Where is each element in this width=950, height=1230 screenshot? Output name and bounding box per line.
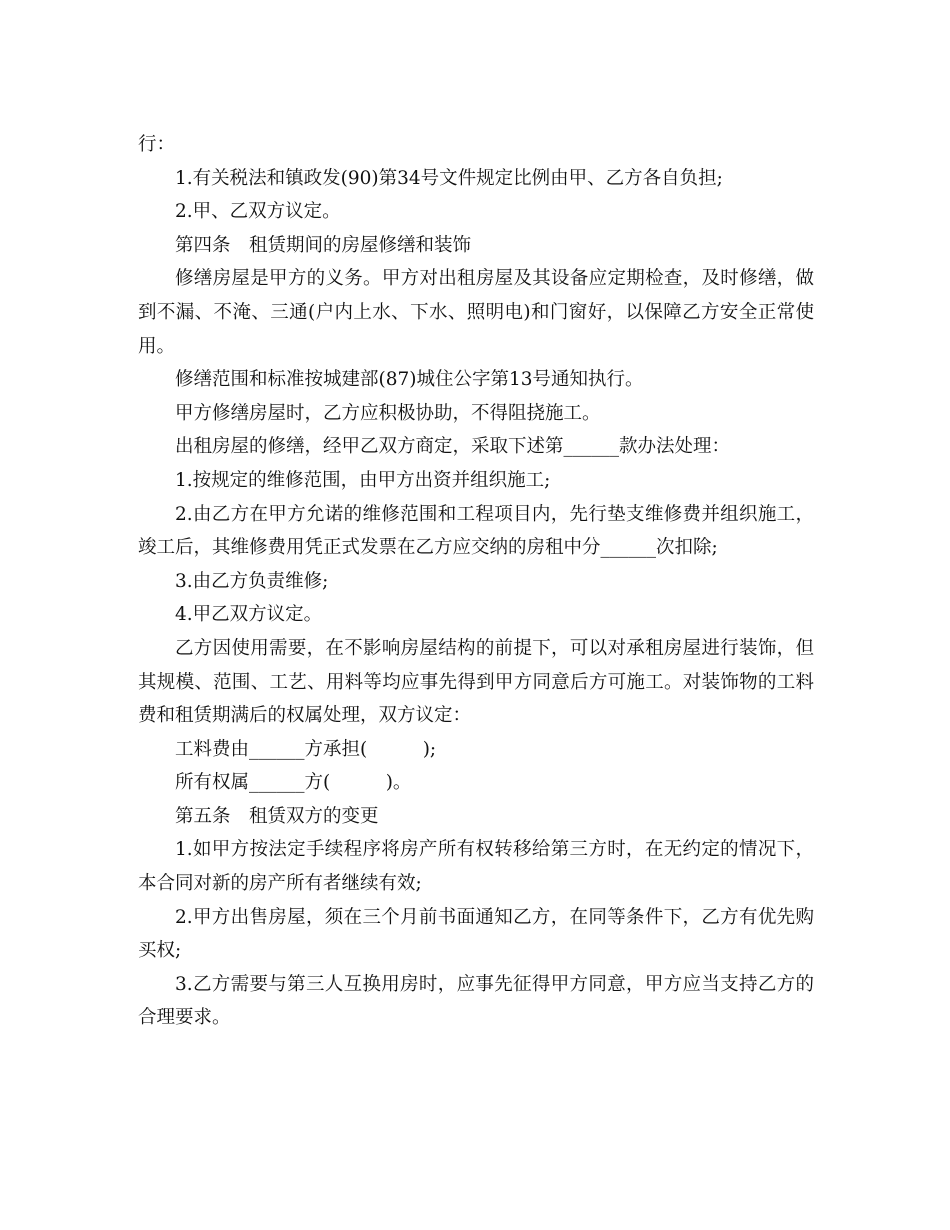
repair-method-item-4: 4.甲乙双方议定。 (175, 604, 323, 626)
document-body (138, 128, 814, 1035)
tax-item-1: 1.有关税法和镇政发(90)第34号文件规定比例由甲、乙方各自负担; (175, 167, 723, 189)
decoration-paragraph: 乙方因使用需要，在不影响房屋结构的前提下，可以对承租房屋进行装饰，但其规模、范围、工艺、用料等均应事先得到甲方同意后方可施工。对装饰物的工料费和租赁期满后的权属处理，双方议定： (138, 637, 814, 727)
ownership-line: 所有权属______方( )。 (175, 772, 412, 794)
paragraph-continuation: 行： (138, 134, 176, 155)
change-item-1: 1.如甲方按法定手续程序将房产所有权转移给第三方时，在无约定的情况下，本合同对新的房产所有者继续有效; (138, 839, 814, 895)
article-4-heading: 第四条 租赁期间的房屋修缮和装饰 (175, 234, 472, 256)
tax-item-2: 2.甲、乙双方议定。 (175, 201, 341, 223)
change-item-3: 3.乙方需要与第三人互换用房时，应事先征得甲方同意，甲方应当支持乙方的合理要求。 (138, 973, 814, 1029)
repair-obligation-paragraph: 修缮房屋是甲方的义务。甲方对出租房屋及其设备应定期检查，及时修缮，做到不漏、不淹、三通(户内上水、下水、照明电)和门窗好，以保障乙方安全正常使用。 (138, 268, 814, 357)
article-5-heading: 第五条 租赁双方的变更 (175, 805, 379, 827)
repair-method-paragraph: 出租房屋的修缮，经甲乙双方商定，采取下述第______款办法处理： (175, 436, 731, 458)
repair-method-item-3: 3.由乙方负责维修; (175, 570, 329, 592)
material-cost-line: 工料费由______方承担( ); (175, 738, 437, 760)
repair-cooperation-paragraph: 甲方修缮房屋时，乙方应积极协助，不得阻挠施工。 (175, 402, 601, 424)
repair-standard-paragraph: 修缮范围和标准按城建部(87)城住公字第13号通知执行。 (175, 369, 644, 391)
repair-method-item-1: 1.按规定的维修范围，由甲方出资并组织施工; (175, 469, 551, 491)
repair-method-item-2: 2.由乙方在甲方允诺的维修范围和工程项目内，先行垫支维修费并组织施工，竣工后，其维修费用凭正式发票在乙方应交纳的房租中分______次扣除; (138, 503, 814, 559)
change-item-2: 2.甲方出售房屋，须在三个月前书面通知乙方，在同等条件下，乙方有优先购买权; (138, 906, 814, 962)
